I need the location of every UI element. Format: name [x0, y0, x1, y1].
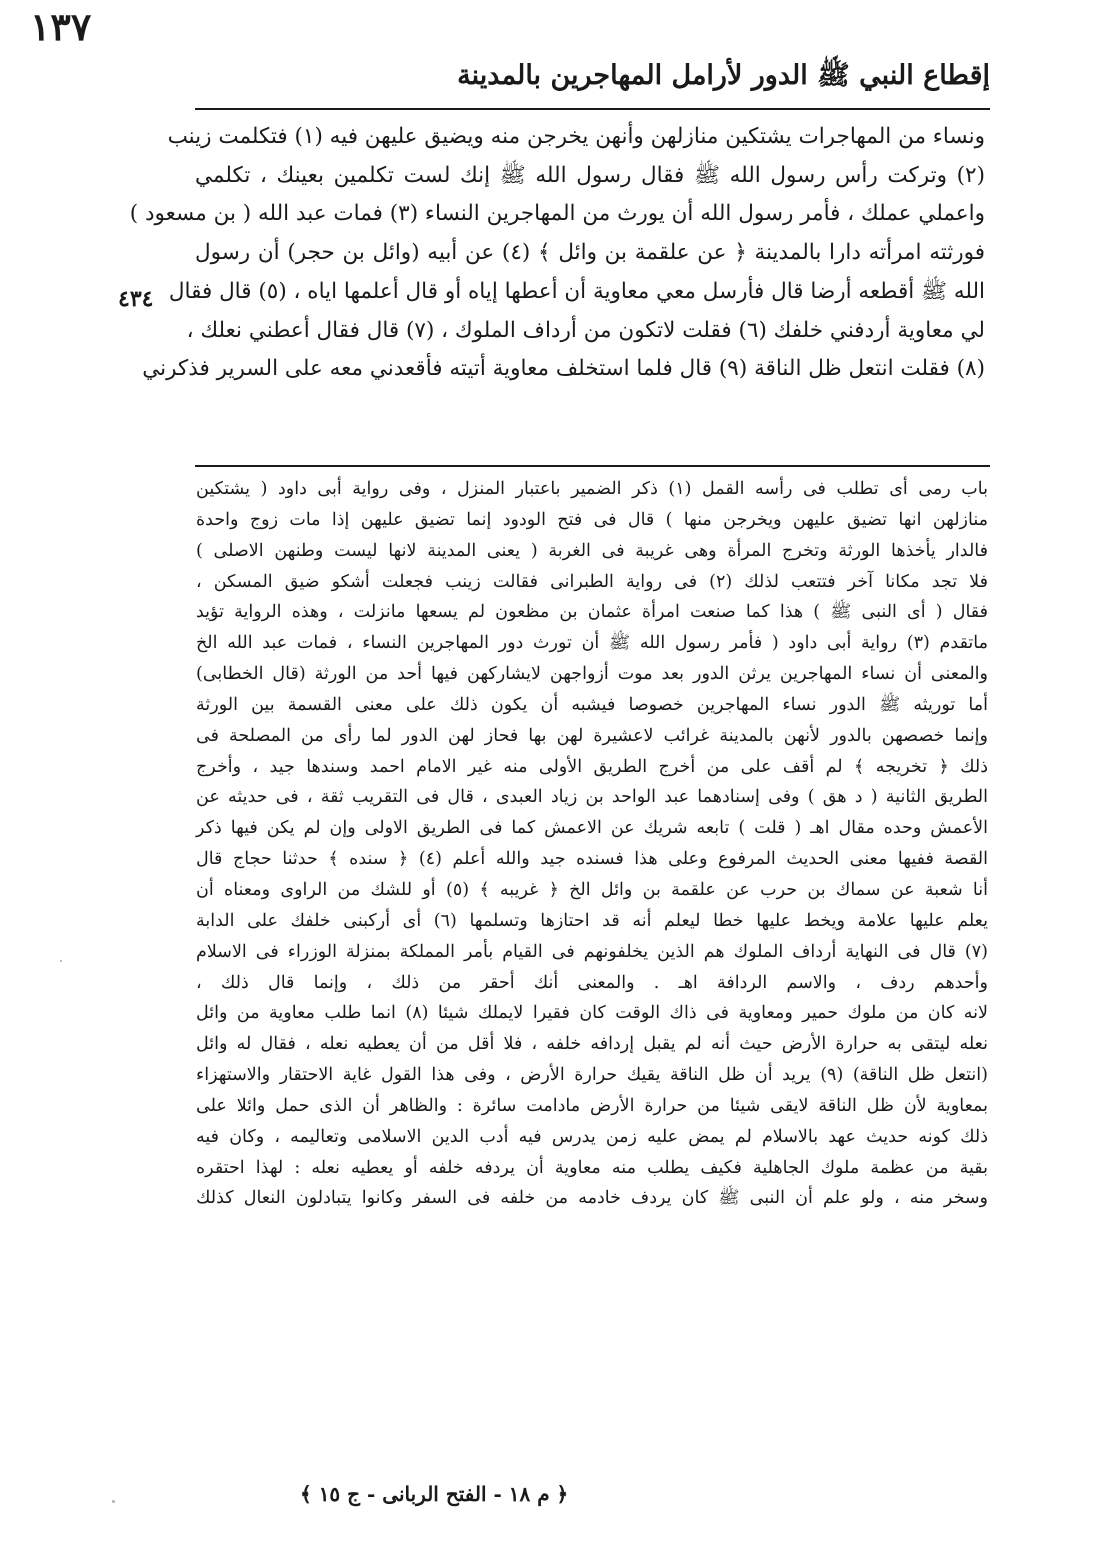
page-header — [195, 52, 990, 104]
footnote-line: (انتعل ظل الناقة) (٩) يريد أن ظل الناقة يقيك حرارة الأرض ، وفى هذا القول غاية الاحتقار والاستهزاء — [196, 1065, 988, 1086]
footnote-line: فلا تجد مكانا آخر فتتعب لذلك (٢) فى رواية الطبرانى فقالت زينب فجعلت أشكو ضيق المسكن ، — [196, 571, 988, 592]
main-text-line: (٨) فقلت انتعل ظل الناقة (٩) قال فلما استخلف معاوية أتيته فأقعدني معه على السرير فذكرني — [142, 356, 985, 382]
footnote-line: الطريق الثانية ( د هق ) وفى إسنادهما عبد الواحد بن زياد العبدى ، قال فى التقريب ثقة ، فى حديثه عن — [196, 787, 988, 808]
signature-mark: ﴿ م ١٨ - الفتح الربانى - ج ١٥ ﴾ — [300, 1482, 569, 1506]
footnote-line: أما توريثه ﷺ الدور نساء المهاجرين خصوصا فيشبه أن يكون ذلك على معنى القسمة بين الورثة — [196, 694, 988, 715]
footnote-line: وسخر منه ، ولو علم أن النبى ﷺ كان يردف خادمه من خلفه فى السفر وكانوا يتبادلون النعال كذلك — [196, 1188, 988, 1209]
footnote-divider — [195, 465, 990, 467]
main-text-line: لي معاوية أردفني خلفك (٦) فقلت لاتكون من أرداف الملوك ، (٧) قال فقال أعطني نعلك ، — [186, 317, 985, 343]
running-title: إقطاع النبي ﷺ الدور لأرامل المهاجرين بالمدينة — [457, 60, 990, 91]
footnote-line: لانه كان من ملوك حمير ومعاوية فى ذاك الوقت كان فقيرا لايملك شيئا (٨) انما طلب معاوية من وائل — [196, 1003, 988, 1024]
footnotes — [196, 474, 988, 1214]
footnote-line: الأعمش وحده مقال اهـ ( قلت ) تابعه شريك عن الاعمش كما فى الطريق الاولى وإن لم يكن فيها ذكر — [196, 818, 988, 839]
scan-speck — [60, 960, 62, 962]
footnote-line: نعله ليتقى به حرارة الأرض حيث أنه لم يقبل إردافه خلفه ، فلا أقل من أن يعطيه نعله ، فقال له وائل — [196, 1034, 988, 1055]
footnote-line: ماتقدم (٣) رواية أبى داود ( فأمر رسول الله ﷺ أن تورث دور المهاجرين النساء ، فمات عبد الله الخ — [196, 633, 988, 654]
footnote-line: أنا شعبة عن سماك بن حرب عن علقمة بن وائل الخ ﴿ غريبه ﴾ (٥) أو للشك من الراوى ومعناه أن — [196, 879, 988, 900]
main-text-line: فورثته امرأته دارا بالمدينة ﴿ عن علقمة بن وائل ﴾ (٤) عن أبيه (وائل بن حجر) أن رسول — [195, 240, 986, 266]
footnote-line: فالدار يأخذها الورثة وتخرج المرأة وهى غريبة فى الغربة ( يعنى المدينة لانها ليست وطنهن الاصلى ) — [196, 540, 988, 561]
footnote-line: والمعنى أن نساء المهاجرين يرثن الدور بعد موت أزواجهن لايشاركهن فيها أحد من الورثة (قال الخطابى) — [196, 664, 988, 685]
page-number: ١٣٧ — [30, 4, 92, 49]
main-text-line: واعملي عملك ، فأمر رسول الله أن يورث من المهاجرين النساء (٣) فمات عبد الله ( بن مسعود ) — [129, 201, 985, 227]
footnote-line: باب رمى أى تطلب فى رأسه القمل (١) ذكر الضمير باعتبار المنزل ، وفى رواية أبى داود ( يشتكين — [196, 479, 988, 499]
margin-hadith-number: ٤٣٤ — [118, 286, 154, 312]
footnote-line: ذلك ﴿ تخريجه ﴾ لم أقف على من أخرج الطريق الأولى منه غير الامام احمد وسندها جيد ، وأخرج — [196, 756, 988, 777]
main-text-line: ونساء من المهاجرات يشتكين منازلهن وأنهن يخرجن منه ويضيق عليهن فيه (١) فتكلمت زينب — [167, 124, 985, 149]
footnote-line: منازلهن انها تضيق عليهن ويخرجن منها ) قال فى فتح الودود إنما تضيق عليهن إذا مات زوج واحدة — [196, 509, 988, 530]
main-text-line: الله ﷺ أقطعه أرضا قال فأرسل معي معاوية أن أعطها إياه أو قال أعلمها اياه ، (٥) قال فقال — [168, 278, 985, 304]
footnote-line: بمعاوية لأن ظل الناقة لايقى شيئا من حرارة الأرض مادامت سائرة : والظاهر أن الذى حمل وائلا على — [196, 1095, 988, 1116]
footnote-line: ذلك كونه حديث عهد بالاسلام لم يمض عليه زمن يدرس فيه أدب الدين الاسلامى وتعاليمه ، وكان فيه — [196, 1126, 988, 1147]
footnote-line: وإنما خصصهن بالدور لأنهن بالمدينة غرائب لاعشيرة لهن بها فحاز لهن الدور لما رأى من المصلحة فى — [196, 725, 988, 746]
footnote-line: وأحدهم ردف ، والاسم الردافة اهـ . والمعنى أنك أحقر من ذلك ، وإنما قال ذلك ، — [196, 972, 988, 993]
footnote-line: بقية من عظمة ملوك الجاهلية فكيف يطلب منه معاوية أن يردفه خلفه أو يعطيه نعله : لهذا احتقره — [196, 1157, 988, 1178]
footnote-line: القصة ففيها معنى الحديث المرفوع وعلى هذا فسنده جيد والله أعلم (٤) ﴿ سنده ﴾ حدثنا حجاج قال — [196, 849, 988, 870]
main-text-line: (٢) وتركت رأس رسول الله ﷺ فقال رسول الله ﷺ إنك لست تكلمين بعينك ، تكلمي — [195, 162, 985, 188]
scan-speck — [112, 1500, 115, 1503]
footnote-line: فقال ( أى النبى ﷺ ) هذا كما صنعت امرأة عثمان بن مظعون لم يسعها مانزلت ، وهذه الرواية تؤيد — [196, 602, 988, 623]
header-rule — [195, 108, 990, 110]
footnote-line: (٧) قال فى النهاية أرداف الملوك هم الذين يخلفونهم فى القيام بأمر المملكة بمنزلة الوزراء فى الاسلام — [196, 941, 988, 962]
footnote-line: يعلم عليها علامة ويخط عليها خطا ليعلم أنه قد احتازها وتسلمها (٦) أى أركبنى خلفك على الدابة — [196, 910, 988, 931]
